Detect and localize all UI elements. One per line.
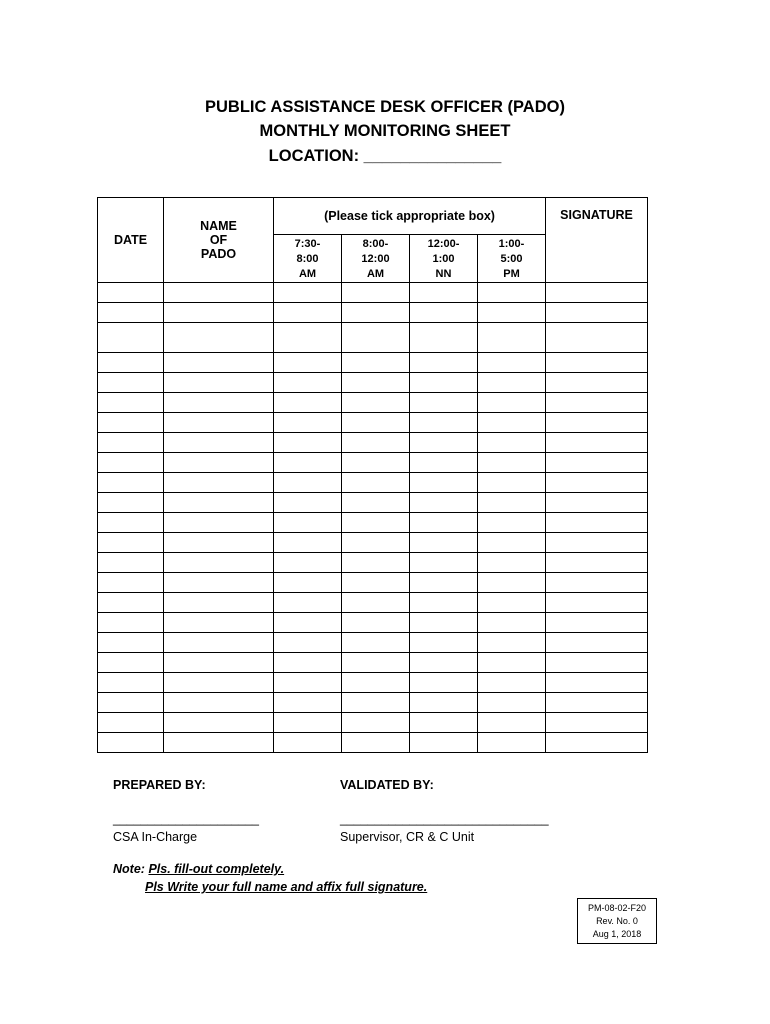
table-cell[interactable] — [478, 573, 546, 593]
table-row — [98, 533, 648, 553]
table-cell[interactable] — [546, 373, 648, 393]
prepared-role: CSA In-Charge — [113, 830, 198, 844]
table-cell[interactable] — [410, 303, 478, 323]
table-cell[interactable] — [410, 613, 478, 633]
table-cell[interactable] — [274, 613, 342, 633]
table-cell[interactable] — [164, 453, 274, 473]
table-cell[interactable] — [546, 593, 648, 613]
table-cell[interactable] — [478, 513, 546, 533]
table-cell[interactable] — [342, 303, 410, 323]
table-cell[interactable] — [410, 733, 478, 753]
table-cell[interactable] — [164, 373, 274, 393]
table-cell[interactable] — [546, 493, 648, 513]
table-cell[interactable] — [342, 373, 410, 393]
form-title-line1: PUBLIC ASSISTANCE DESK OFFICER (PADO) — [205, 98, 565, 116]
table-cell[interactable] — [410, 353, 478, 373]
table-cell[interactable] — [478, 433, 546, 453]
table-cell[interactable] — [478, 633, 546, 653]
table-cell[interactable] — [164, 653, 274, 673]
table-cell[interactable] — [410, 653, 478, 673]
name-of-pado-header: NAME OF PADO — [164, 198, 274, 283]
table-row — [98, 323, 648, 353]
table-cell[interactable] — [410, 473, 478, 493]
table-cell[interactable] — [274, 433, 342, 453]
table-cell[interactable] — [410, 533, 478, 553]
table-cell[interactable] — [546, 453, 648, 473]
table-row — [98, 593, 648, 613]
table-cell[interactable] — [478, 673, 546, 693]
table-cell[interactable] — [98, 613, 164, 633]
table-cell[interactable] — [546, 733, 648, 753]
table-cell[interactable] — [478, 493, 546, 513]
table-cell[interactable] — [274, 393, 342, 413]
table-cell[interactable] — [410, 633, 478, 653]
table-cell[interactable] — [478, 713, 546, 733]
table-cell[interactable] — [274, 533, 342, 553]
table-cell[interactable] — [410, 553, 478, 573]
table-cell[interactable] — [410, 413, 478, 433]
table-cell[interactable] — [546, 283, 648, 303]
table-cell[interactable] — [98, 513, 164, 533]
form-code: PM-08-02-F20 — [587, 903, 647, 913]
table-cell[interactable] — [164, 283, 274, 303]
table-cell[interactable] — [478, 533, 546, 553]
table-cell[interactable] — [546, 693, 648, 713]
table-cell[interactable] — [342, 283, 410, 303]
table-cell[interactable] — [164, 593, 274, 613]
table-cell[interactable] — [546, 633, 648, 653]
table-cell[interactable] — [342, 733, 410, 753]
table-cell[interactable] — [98, 393, 164, 413]
table-cell[interactable] — [478, 553, 546, 573]
table-cell[interactable] — [274, 473, 342, 493]
table-cell[interactable] — [478, 453, 546, 473]
table-cell[interactable] — [274, 413, 342, 433]
table-cell[interactable] — [98, 653, 164, 673]
form-code-box — [577, 898, 657, 944]
table-cell[interactable] — [546, 573, 648, 593]
table-cell[interactable] — [410, 673, 478, 693]
table-cell[interactable] — [342, 323, 410, 353]
table-cell[interactable] — [342, 453, 410, 473]
table-cell[interactable] — [546, 653, 648, 673]
location-line: LOCATION: _______________ — [268, 147, 502, 165]
table-cell[interactable] — [410, 693, 478, 713]
table-cell[interactable] — [164, 693, 274, 713]
table-row — [98, 513, 648, 533]
table-cell[interactable] — [274, 373, 342, 393]
table-cell[interactable] — [478, 353, 546, 373]
table-cell[interactable] — [342, 593, 410, 613]
form-title-line2: MONTHLY MONITORING SHEET — [259, 122, 511, 140]
prepared-by-label: PREPARED BY: — [113, 778, 206, 792]
prepared-signature-line: _____________________ — [113, 812, 259, 826]
table-cell[interactable] — [98, 283, 164, 303]
table-cell[interactable] — [164, 733, 274, 753]
table-cell[interactable] — [478, 653, 546, 673]
table-cell[interactable] — [342, 553, 410, 573]
table-cell[interactable] — [478, 303, 546, 323]
table-cell[interactable] — [164, 713, 274, 733]
table-cell[interactable] — [98, 553, 164, 573]
table-cell[interactable] — [478, 473, 546, 493]
table-cell[interactable] — [410, 283, 478, 303]
table-cell[interactable] — [274, 323, 342, 353]
table-cell[interactable] — [274, 493, 342, 513]
table-cell[interactable] — [98, 533, 164, 553]
table-row — [98, 693, 648, 713]
table-cell[interactable] — [164, 673, 274, 693]
table-cell[interactable] — [546, 673, 648, 693]
table-row — [98, 493, 648, 513]
table-cell[interactable] — [98, 713, 164, 733]
table-cell[interactable] — [164, 323, 274, 353]
table-cell[interactable] — [164, 413, 274, 433]
table-cell[interactable] — [546, 533, 648, 553]
table-row — [98, 453, 648, 473]
table-cell[interactable] — [164, 513, 274, 533]
table-cell[interactable] — [164, 393, 274, 413]
table-cell[interactable] — [546, 613, 648, 633]
table-cell[interactable] — [164, 573, 274, 593]
table-cell[interactable] — [274, 633, 342, 653]
table-cell[interactable] — [98, 473, 164, 493]
table-row — [98, 433, 648, 453]
table-row — [98, 303, 648, 323]
table-cell[interactable] — [274, 653, 342, 673]
table-cell[interactable] — [274, 303, 342, 323]
table-cell[interactable] — [546, 353, 648, 373]
table-cell[interactable] — [410, 393, 478, 413]
validated-role: Supervisor, CR & C Unit — [340, 830, 475, 844]
table-cell[interactable] — [546, 473, 648, 493]
tick-header: (Please tick appropriate box) — [274, 198, 546, 235]
table-cell[interactable] — [546, 713, 648, 733]
table-row — [98, 283, 648, 303]
note-text1: Pls. fill-out completely. — [148, 862, 285, 876]
table-row — [98, 393, 648, 413]
table-cell[interactable] — [98, 303, 164, 323]
table-cell[interactable] — [478, 283, 546, 303]
table-cell[interactable] — [164, 613, 274, 633]
table-row — [98, 673, 648, 693]
table-cell[interactable] — [546, 553, 648, 573]
table-cell[interactable] — [98, 413, 164, 433]
table-cell[interactable] — [546, 513, 648, 533]
table-cell[interactable] — [98, 433, 164, 453]
table-row — [98, 653, 648, 673]
table-cell[interactable] — [342, 493, 410, 513]
table-cell[interactable] — [98, 593, 164, 613]
table-cell[interactable] — [98, 573, 164, 593]
table-cell[interactable] — [546, 413, 648, 433]
table-cell[interactable] — [98, 633, 164, 653]
table-cell[interactable] — [274, 713, 342, 733]
table-body — [98, 283, 648, 753]
table-cell[interactable] — [98, 733, 164, 753]
table-cell[interactable] — [410, 713, 478, 733]
table-cell[interactable] — [342, 533, 410, 553]
table-cell[interactable] — [342, 613, 410, 633]
signature-header: SIGNATURE — [546, 198, 648, 283]
monitoring-table — [97, 197, 648, 753]
table-cell[interactable] — [546, 323, 648, 353]
table-cell[interactable] — [98, 453, 164, 473]
table-cell[interactable] — [410, 433, 478, 453]
table-cell[interactable] — [342, 393, 410, 413]
table-cell[interactable] — [546, 393, 648, 413]
table-cell[interactable] — [274, 733, 342, 753]
table-row — [98, 373, 648, 393]
table-cell[interactable] — [164, 353, 274, 373]
time-slot-header: 1:00- 5:00 PM — [478, 235, 546, 283]
table-cell[interactable] — [410, 453, 478, 473]
table-row — [98, 353, 648, 373]
table-cell[interactable] — [478, 323, 546, 353]
time-slot-header: 8:00- 12:00 AM — [342, 235, 410, 283]
note-text2: Pls Write your full name and affix full signature. — [145, 880, 428, 894]
table-cell[interactable] — [164, 553, 274, 573]
table-cell[interactable] — [274, 513, 342, 533]
table-cell[interactable] — [164, 473, 274, 493]
validated-signature-line: ______________________________ — [340, 812, 549, 826]
table-cell[interactable] — [478, 733, 546, 753]
table-cell[interactable] — [342, 473, 410, 493]
table-cell[interactable] — [478, 693, 546, 713]
table-cell[interactable] — [98, 493, 164, 513]
table-cell[interactable] — [342, 413, 410, 433]
table-cell[interactable] — [274, 573, 342, 593]
form-revision: Rev. No. 0 — [596, 916, 638, 926]
table-cell[interactable] — [546, 433, 648, 453]
table-cell[interactable] — [274, 673, 342, 693]
table-cell[interactable] — [342, 573, 410, 593]
table-cell[interactable] — [342, 653, 410, 673]
table-row — [98, 473, 648, 493]
table-cell[interactable] — [478, 373, 546, 393]
table-cell[interactable] — [164, 633, 274, 653]
table-cell[interactable] — [274, 553, 342, 573]
table-row — [98, 573, 648, 593]
table-cell[interactable] — [274, 353, 342, 373]
table-cell[interactable] — [98, 373, 164, 393]
table-cell[interactable] — [342, 433, 410, 453]
note-line1 — [113, 862, 284, 876]
table-cell[interactable] — [342, 513, 410, 533]
table-cell[interactable] — [410, 373, 478, 393]
table-cell[interactable] — [478, 413, 546, 433]
note-prefix: Note: — [113, 862, 145, 876]
table-cell[interactable] — [342, 633, 410, 653]
table-cell[interactable] — [98, 323, 164, 353]
table-row — [98, 553, 648, 573]
table-cell[interactable] — [274, 693, 342, 713]
note-line2 — [145, 880, 427, 894]
table-cell[interactable] — [342, 713, 410, 733]
table-row — [98, 733, 648, 753]
time-slot-header: 7:30- 8:00 AM — [274, 235, 342, 283]
table-cell[interactable] — [342, 673, 410, 693]
table-cell[interactable] — [342, 353, 410, 373]
table-cell[interactable] — [478, 593, 546, 613]
table-cell[interactable] — [274, 453, 342, 473]
table-cell[interactable] — [410, 323, 478, 353]
table-cell[interactable] — [410, 493, 478, 513]
table-cell[interactable] — [478, 393, 546, 413]
table-row — [98, 613, 648, 633]
table-row — [98, 413, 648, 433]
table-cell[interactable] — [164, 303, 274, 323]
time-slot-header: 12:00- 1:00 NN — [410, 235, 478, 283]
date-header: DATE — [98, 198, 164, 283]
table-cell[interactable] — [164, 533, 274, 553]
table-cell[interactable] — [164, 493, 274, 513]
table-cell[interactable] — [410, 513, 478, 533]
table-cell[interactable] — [164, 433, 274, 453]
table-cell[interactable] — [410, 573, 478, 593]
table-cell[interactable] — [342, 693, 410, 713]
table-cell[interactable] — [274, 593, 342, 613]
validated-by-label: VALIDATED BY: — [340, 778, 434, 792]
table-cell[interactable] — [98, 693, 164, 713]
table-row — [98, 713, 648, 733]
table-cell[interactable] — [478, 613, 546, 633]
table-cell[interactable] — [274, 283, 342, 303]
table-row — [98, 633, 648, 653]
table-cell[interactable] — [546, 303, 648, 323]
table-cell[interactable] — [98, 353, 164, 373]
table-cell[interactable] — [410, 593, 478, 613]
form-date: Aug 1, 2018 — [592, 929, 642, 939]
table-cell[interactable] — [98, 673, 164, 693]
